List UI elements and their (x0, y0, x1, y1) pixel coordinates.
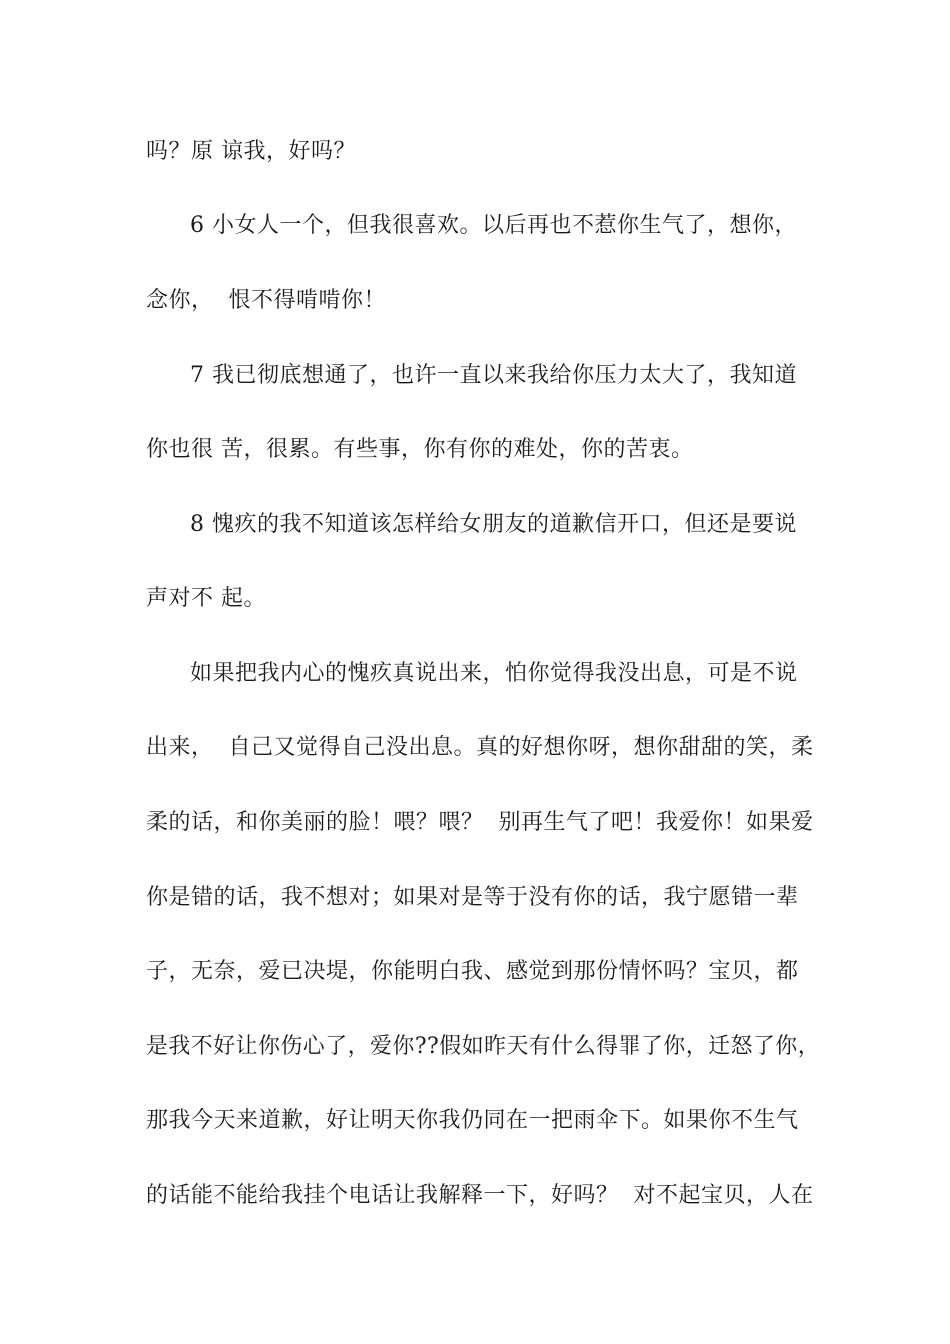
paragraph-8-line-2: 声对不 起。 (146, 586, 266, 611)
paragraph-6-line-1: 6 小女人一个，但我很喜欢。以后再也不惹你生气了，想你， (190, 213, 797, 238)
paragraph-9-line-5: 子，无奈，爱已决堤，你能明白我、感觉到那份情怀吗？宝贝，都 (146, 959, 799, 984)
paragraph-9-line-4: 你是错的话，我不想对；如果对是等于没有你的话，我宁愿错一辈 (146, 885, 799, 910)
text-line-1: 吗？原 谅我，好吗？ (146, 139, 356, 164)
paragraph-7-line-1: 7 我已彻底想通了，也许一直以来我给你压力太大了，我知道 (190, 363, 797, 388)
paragraph-9-line-2: 出来， 自己又觉得自己没出息。真的好想你呀，想你甜甜的笑，柔 (146, 735, 814, 760)
paragraph-8-line-1: 8 愧疚的我不知道该怎样给女朋友的道歉信开口，但还是要说 (190, 512, 797, 537)
paragraph-7-line-2: 你也很 苦，很累。有些事，你有你的难处，你的苦衷。 (146, 437, 694, 462)
paragraph-6-line-2: 念你， 恨不得啃啃你！ (146, 288, 386, 313)
paragraph-9-line-1: 如果把我内心的愧疚真说出来，怕你觉得我没出息，可是不说 (190, 661, 798, 686)
paragraph-9-line-7: 那我今天来道歉，好让明天你我仍同在一把雨伞下。如果你不生气 (146, 1108, 799, 1133)
paragraph-9-line-3: 柔的话，和你美丽的脸！喂？喂？ 别再生气了吧！我爱你！如果爱 (146, 810, 814, 835)
paragraph-9-line-8: 的话能不能给我挂个电话让我解释一下，好吗？ 对不起宝贝，人在 (146, 1183, 814, 1208)
paragraph-9-line-6: 是我不好让你伤心了，爱你??假如昨天有什么得罪了你，迁怒了你， (146, 1034, 821, 1059)
